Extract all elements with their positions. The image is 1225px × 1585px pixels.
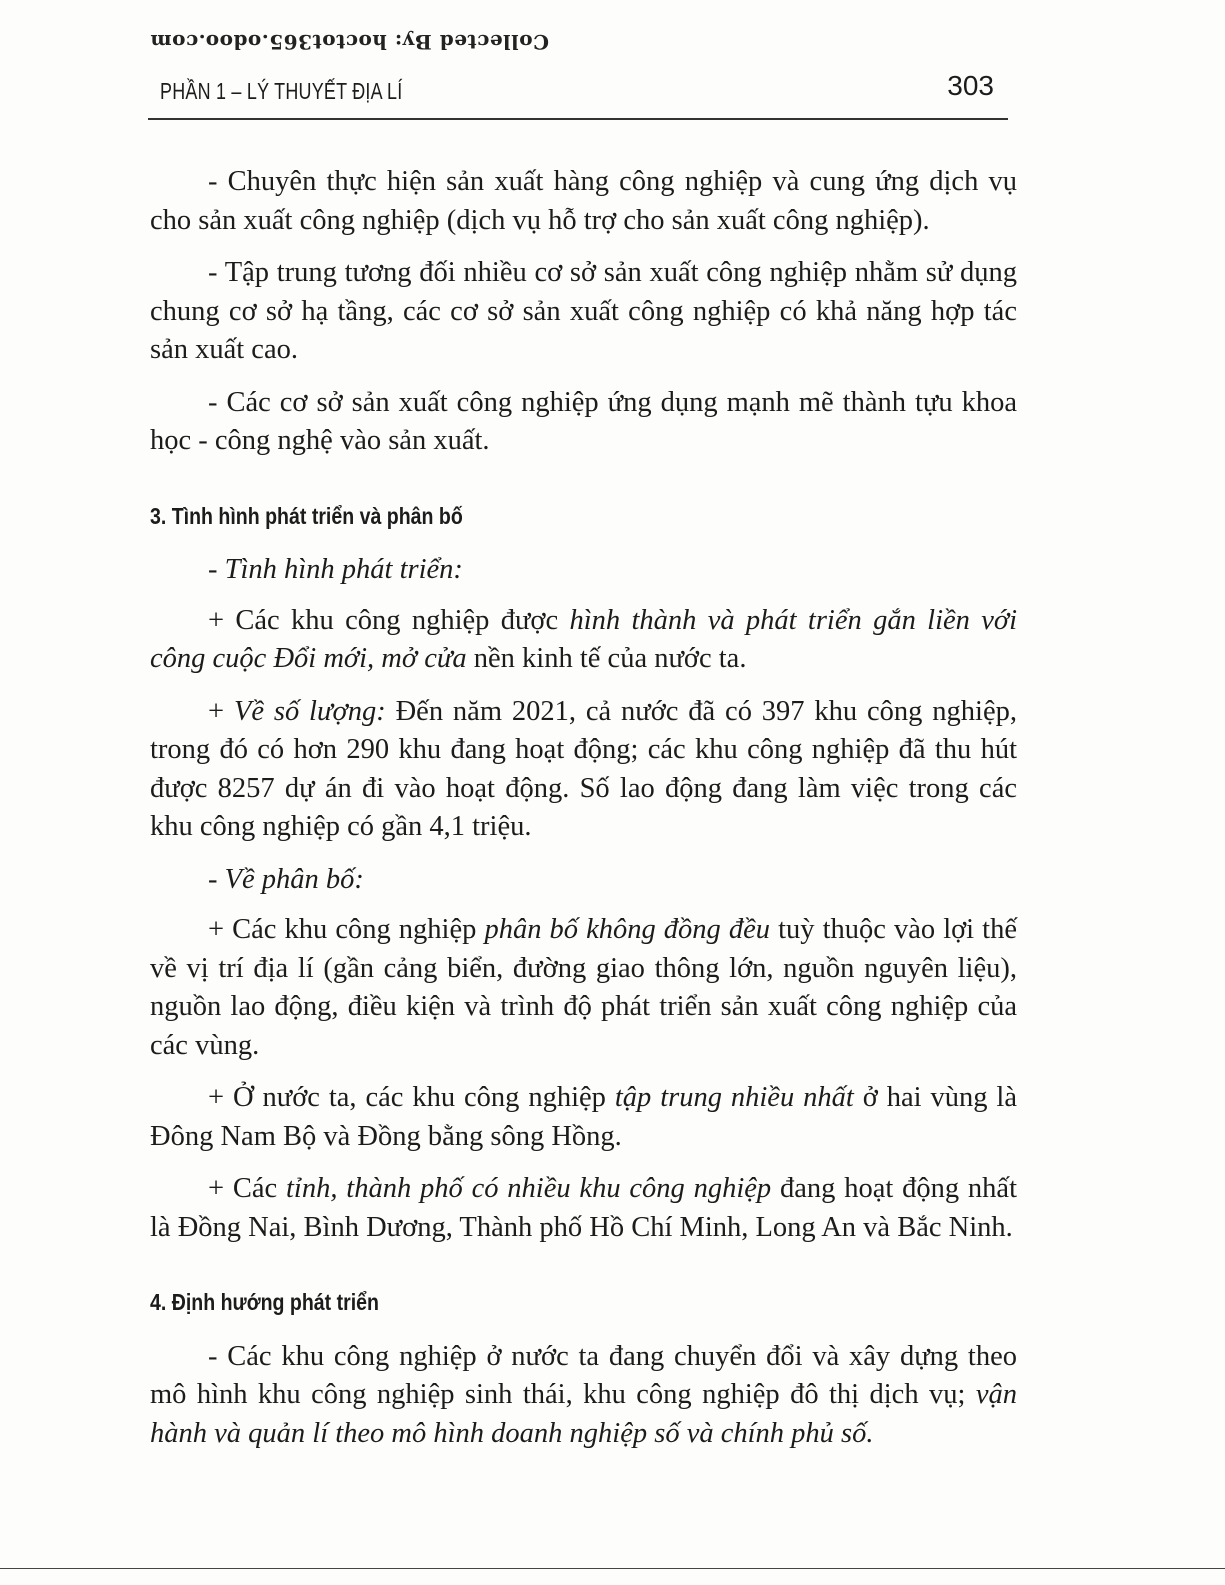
dist-item-2-b: tập trung nhiều nhất [614, 1082, 854, 1113]
section-3-heading: 3. Tình hình phát triển và phân bố [150, 502, 463, 529]
dev-label [150, 551, 1017, 590]
dist-item-1-b: phân bố không đồng đều [484, 914, 771, 945]
dev-item-2-c: Đến năm 2021, cả nước đã có 397 khu công nghiệp, trong đó có hơn 290 khu đang hoạt động; các khu công nghiệp đã thu hút được 8257 dự án đi vào hoạt động. Số lao động đang làm việc trong các khu công nghiệp có gần 4,1 triệu. [150, 695, 1017, 842]
page-number: 303 [947, 70, 994, 101]
intro-paragraph-3: - Các cơ sở sản xuất công nghiệp ứng dụng mạnh mẽ thành tựu khoa học - công nghệ vào sản xuất. [150, 386, 1017, 456]
dist-item-2-c: ở hai vùng là Đông Nam Bộ và Đồng bằng sông Hồng. [150, 1082, 1017, 1152]
dev-item-2-b: Về số lượng: [233, 695, 386, 727]
orient-item-1-a: - Các khu công nghiệp ở nước ta đang chuyển đổi và xây dựng theo mô hình khu công nghiệp sinh thái, khu công nghiệp đô thị dịch vụ; [150, 1340, 1017, 1410]
orient-item-1-b: vận hành và quản lí theo mô hình doanh nghiệp số và chính phủ số. [150, 1379, 1017, 1449]
page-content [150, 163, 1017, 1467]
dist-item-2-a: + Ở nước ta, các khu công nghiệp [208, 1082, 615, 1113]
dev-item-1-a: + Các khu công nghiệp được [208, 604, 570, 636]
dev-item-2 [150, 693, 1017, 847]
dev-item-1 [150, 602, 1017, 679]
dist-item-1-a: + Các khu công nghiệp [208, 914, 485, 945]
header-rule [148, 118, 1008, 120]
watermark-text: Collected By: hoctot365.odoo.com [150, 30, 550, 54]
dist-item-2 [150, 1079, 1017, 1156]
section-title: PHẦN 1 – LÝ THUYẾT ĐỊA LÍ [160, 78, 403, 104]
dist-item-3-c: đang hoạt động nhất là Đồng Nai, Bình Dương, Thành phố Hồ Chí Minh, Long An và Bắc Ninh. [150, 1173, 1017, 1243]
dist-item-3-a: + Các [208, 1173, 287, 1204]
dist-item-1 [150, 911, 1017, 1065]
section-4-heading: 4. Định hướng phát triển [150, 1289, 379, 1315]
dev-label-text: - Tình hình phát triển: [208, 554, 463, 585]
dev-item-2-a: + [208, 695, 234, 727]
orient-item-1 [150, 1338, 1017, 1454]
intro-paragraph-1: - Chuyên thực hiện sản xuất hàng công nghiệp và cung ứng dịch vụ cho sản xuất công nghiệp (dịch vụ hỗ trợ cho sản xuất công nghiệp). [150, 166, 1017, 236]
dist-item-3-b: tỉnh, thành phố có nhiều khu công nghiệp [286, 1173, 772, 1204]
intro-paragraph-2: - Tập trung tương đối nhiều cơ sở sản xuất công nghiệp nhằm sử dụng chung cơ sở hạ tầng, các cơ sở sản xuất công nghiệp có khả năng hợp tác sản xuất cao. [150, 257, 1017, 365]
bottom-edge-line [0, 1568, 1225, 1569]
dist-item-1-c: tuỳ thuộc vào lợi thế về vị trí địa lí (gần cảng biển, đường giao thông lớn, nguồn nguyên liệu), nguồn lao động, điều kiện và trình độ phát triển sản xuất công nghiệp của các vùng. [150, 914, 1017, 1061]
dev-item-1-b: hình thành và phát triển gắn liền với công cuộc Đổi mới, mở cửa [150, 604, 1017, 674]
dist-label [150, 861, 1017, 900]
dist-item-3 [150, 1170, 1017, 1247]
page-header [160, 70, 1002, 114]
dev-item-1-c: nền kinh tế của nước ta. [466, 643, 747, 674]
dist-label-text: - Về phân bố: [208, 863, 364, 895]
